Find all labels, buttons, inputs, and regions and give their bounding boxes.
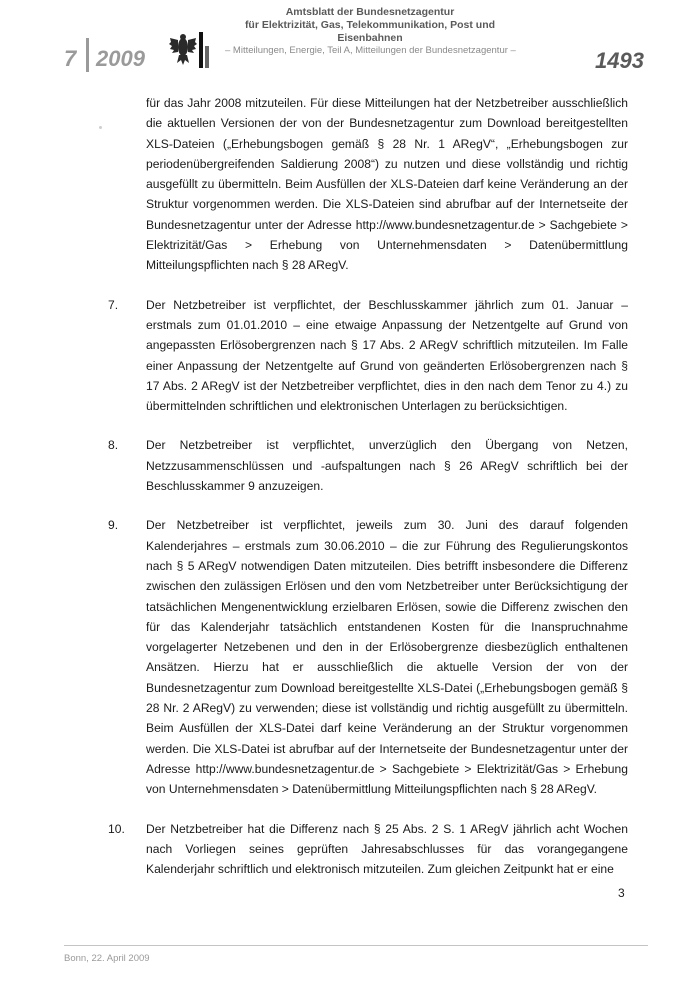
document-body bbox=[108, 93, 628, 879]
list-item-text: Der Netzbetreiber ist verpflichtet, der Beschlusskammer jährlich zum 01. Januar – erstmals zum 01.01.2010 – eine etwaige Anpassung der Netzentgelte auf Grund von angepassten Erlösobergrenzen nach § 17 Abs. 2 ARegV schriftlich mitzuteilen. Im Falle einer Anpassung der Netzentgelte auf Grund von geänderten Erlösobergrenzen nach § 17 Abs. 2 ARegV ist der Netzbetreiber verpflichtet, dies in den nach dem Tenor zu 4.) zu übermittelnden schriftlichen und elektronischen Unterlagen zu berücksichtigen. bbox=[146, 297, 628, 414]
list-item bbox=[108, 435, 628, 496]
list-item-number: 9. bbox=[108, 518, 119, 533]
intro-paragraph: für das Jahr 2008 mitzuteilen. Für diese Mitteilungen hat der Netzbetreiber ausschließlich die aktuellen Versionen der von der Bundesnetzagentur zum Download bereitgestellten XLS-Dateien („Erhebungsbogen gemäß § 28 Nr. 1 ARegV“, „Erhebungsbogen zur periodenübergreifenden Saldierung 2008“) zu nutzen und diese vollständig und richtig ausgefüllt zu übermitteln. Beim Ausfüllen der XLS-Dateien darf keine Veränderung an der Struktur vorgenommen werden. Die XLS-Dateien sind abrufbar auf der Internetseite der Bundesnetzagentur unter der Adresse http://www.bundesnetzagentur.de > Sachgebiete > Elektrizität/Gas > Erhebung von Unternehmensdaten > Datenübermittlung Mitteilungspflichten nach § 28 ARegV. bbox=[146, 96, 628, 273]
footer-divider bbox=[64, 945, 648, 946]
list-item bbox=[108, 515, 628, 799]
list-item-number: 8. bbox=[108, 438, 119, 453]
gazette-page-number: 1493 bbox=[595, 48, 644, 73]
list-item bbox=[108, 295, 628, 417]
emblem-bar-black bbox=[199, 32, 203, 68]
page-header bbox=[0, 0, 700, 80]
issue-number: 7 bbox=[64, 46, 77, 71]
list-item-number: 7. bbox=[108, 297, 119, 312]
gazette-title-line1: Amtsblatt der Bundesnetzagentur bbox=[285, 6, 455, 18]
list-item-text: Der Netzbetreiber hat die Differenz nach § 25 Abs. 2 S. 1 ARegV jährlich acht Wochen nach Vorliegen seines geprüften Jahresabschlusses für das vorangegangene Kalenderjahr schriftlich und elektronisch mitzuteilen. Zum gleichen Zeitpunkt hat er eine bbox=[146, 821, 628, 877]
gazette-title-line2: für Elektrizität, Gas, Telekommunikation, Post und Eisenbahnen bbox=[244, 19, 496, 44]
list-item bbox=[108, 819, 628, 880]
footer-date: Bonn, 22. April 2009 bbox=[64, 953, 150, 964]
emblem-bar-grey bbox=[205, 46, 209, 68]
federal-eagle-icon bbox=[169, 32, 197, 66]
issue-divider bbox=[86, 38, 89, 72]
list-item-text: Der Netzbetreiber ist verpflichtet, jeweils zum 30. Juni des darauf folgenden Kalenderjahres – erstmals zum 30.06.2010 – die zur Führung des Regulierungskontos nach § 5 ARegV notwendigen Daten mitzuteilen. Dies betrifft insbesondere die Differenz zwischen den zulässigen Erlösen und den vom Netzbetreiber unter Berücksichtigung der tatsächlichen Mengenentwicklung erzielbaren Erlösen, sowie die Differenz zwischen den für das Kalenderjahr tatsächlich entstandenen Kosten für die Inanspruchnahme vorgelagerter Netzebenen und den in der Erlösobergrenze diesbezüglich enthaltenen Ansätzen. Hierzu hat er ausschließlich die aktuelle Version der von der Bundesnetzagentur zum Download bereitgestellte XLS-Datei („Erhebungsbogen gemäß § 28 Nr. 2 ARegV) zu verwenden; diese ist vollständig und richtig ausgefüllt zu übermitteln. Beim Ausfüllen der XLS-Datei darf keine Veränderung an der Struktur vorgenommen werden. Die XLS-Datei ist abrufbar auf der Internetseite der Bundesnetzagentur unter der Adresse http://www.bundesnetzagentur.de > Sachgebiete > Elektrizität/Gas > Erhebung von Unternehmensdaten > Datenübermittlung Mitteilungspflichten nach § 28 ARegV. bbox=[146, 518, 628, 797]
issue-year: 2009 bbox=[96, 46, 145, 71]
list-item-number: 10. bbox=[108, 821, 125, 836]
list-item-text: Der Netzbetreiber ist verpflichtet, unverzüglich den Übergang von Netzen, Netzzusammenschlüssen und -aufspaltungen nach § 26 ARegV schriftlich bei der Beschlusskammer 9 anzuzeigen. bbox=[146, 438, 628, 494]
margin-mark bbox=[99, 126, 102, 129]
gazette-title bbox=[215, 6, 525, 45]
gazette-subtitle: – Mitteilungen, Energie, Teil A, Mitteilungen der Bundesnetzagentur – bbox=[225, 45, 516, 56]
local-page-number: 3 bbox=[618, 886, 625, 900]
